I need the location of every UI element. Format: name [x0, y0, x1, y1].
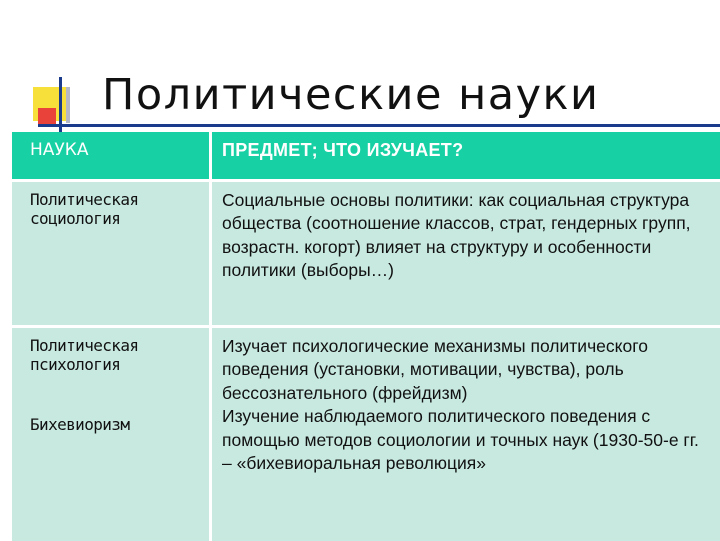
sciences-table	[12, 132, 720, 541]
subject-text: Социальные основы политики: как социальная структура общества (соотношение классов, страт, гендерных групп, возрастн. когорт) влияет на структуру и особенности политики (выборы…)	[212, 182, 720, 283]
subject-text-group	[212, 328, 720, 475]
slide-title: Политические науки	[102, 74, 599, 117]
science-cell	[12, 181, 211, 327]
science-name: Политическая психология	[30, 336, 138, 374]
table-row	[12, 327, 720, 541]
decor-red-square	[38, 108, 56, 125]
header-subject-label: ПРЕДМЕТ; ЧТО ИЗУЧАЕТ?	[212, 132, 720, 161]
decor-horizontal-line	[38, 124, 720, 127]
header-cell-science	[12, 132, 211, 181]
table-row	[12, 181, 720, 327]
table-header-row	[12, 132, 720, 181]
subject-cell	[211, 327, 720, 541]
decor-shadow-bar	[66, 87, 70, 123]
header-science-label: НАУКА	[12, 132, 209, 160]
subject-text-secondary: Изучение наблюдаемого политического поведения с помощью методов социологии и точных наук (1930-50-е гг. – «бихевиоральная революция»	[222, 405, 712, 475]
subject-cell	[211, 181, 720, 327]
header-cell-subject	[211, 132, 720, 181]
science-name-secondary: Бихевиоризм	[30, 415, 209, 434]
subject-text: Изучает психологические механизмы политического поведения (установки, мотивации, чувства), роль бессознательного (фрейдизм)	[222, 335, 712, 405]
science-name: Политическая социология	[12, 182, 209, 228]
science-cell	[12, 327, 211, 541]
science-name-group	[12, 328, 209, 434]
